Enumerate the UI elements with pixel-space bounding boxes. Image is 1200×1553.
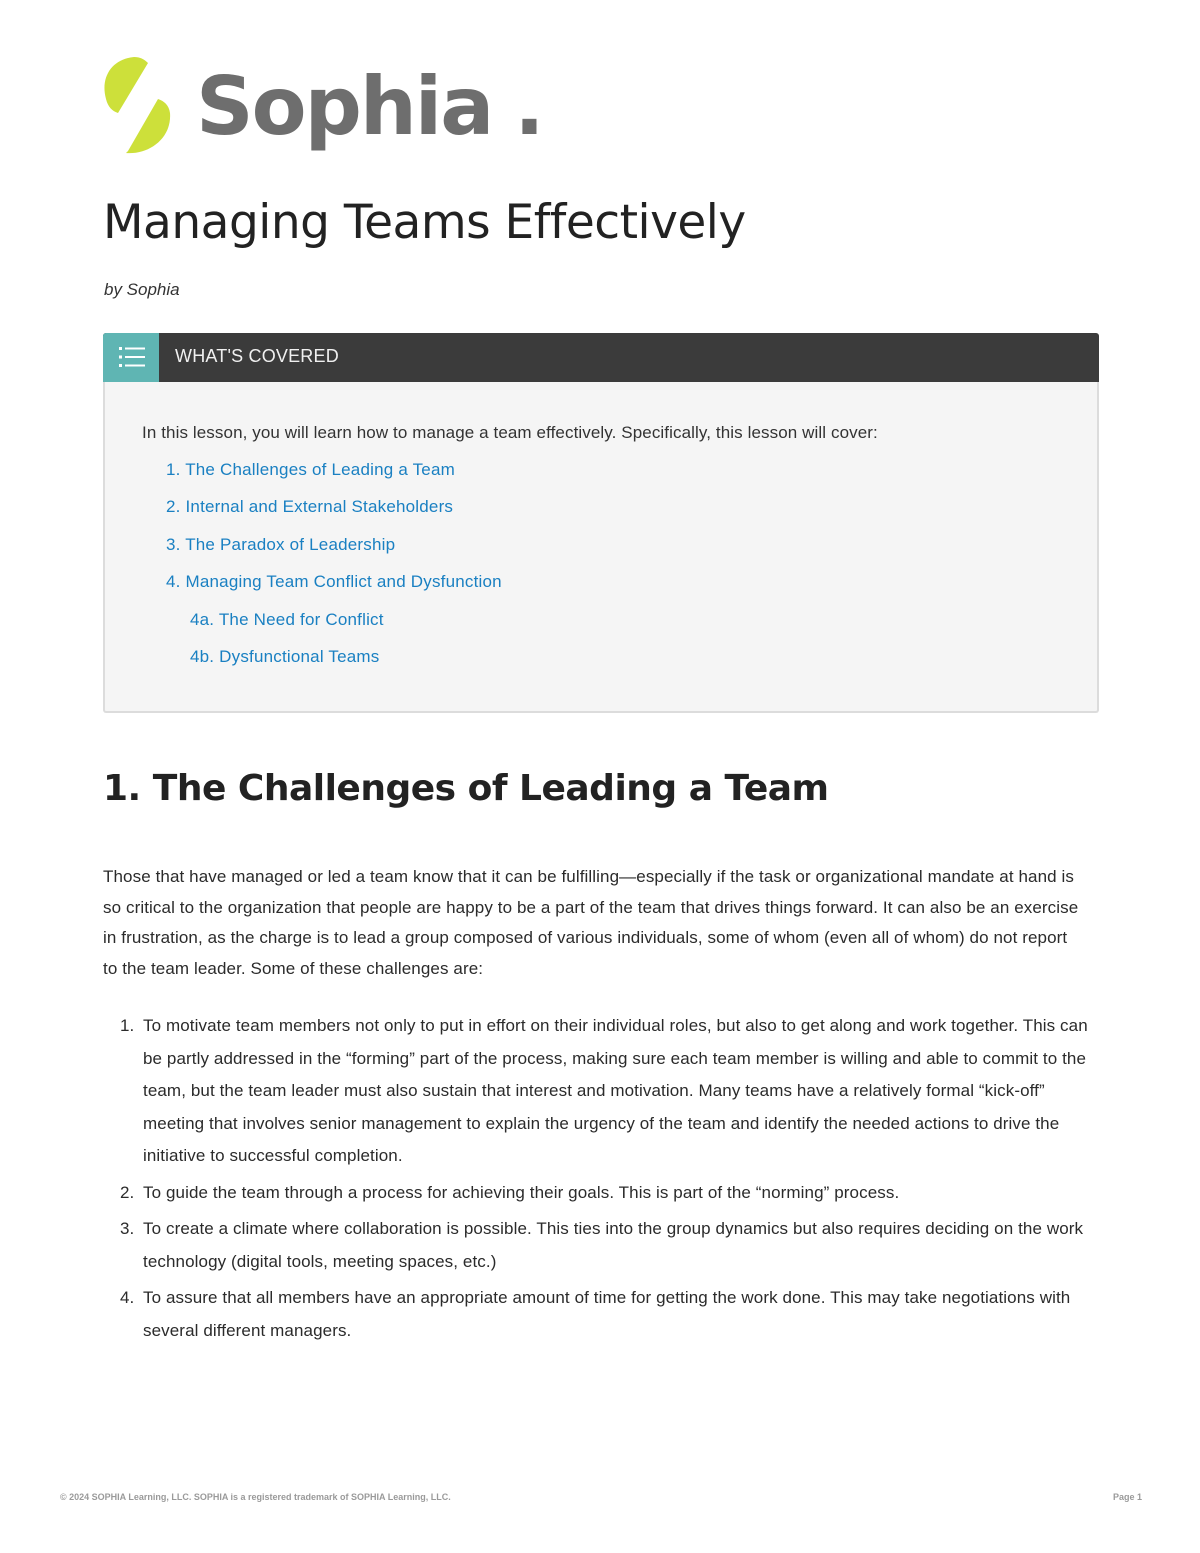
- logo-period: .: [514, 60, 543, 153]
- list-number: 4.: [120, 1288, 135, 1307]
- list-item: [103, 1177, 1093, 1210]
- list-item: [103, 1282, 1093, 1347]
- covered-intro: In this lesson, you will learn how to manage a team effectively. Specifically, this lesson will cover:: [142, 423, 878, 442]
- section-heading: 1. The Challenges of Leading a Team: [103, 768, 829, 809]
- list-number: 3.: [120, 1219, 135, 1238]
- document-title: Managing Teams Effectively: [103, 195, 746, 250]
- list-number: 2.: [120, 1182, 135, 1202]
- toc-link-4b[interactable]: 4b. Dysfunctional Teams: [190, 647, 380, 666]
- list-text: To guide the team through a process for achieving their goals. This is part of the “norming” process.: [143, 1182, 900, 1202]
- sophia-logo: [100, 52, 543, 162]
- whats-covered-header: [103, 333, 1099, 382]
- copyright-text: © 2024 SOPHIA Learning, LLC. SOPHIA is a registered trademark of SOPHIA Learning, LLC.: [60, 1492, 451, 1502]
- whats-covered-label: WHAT'S COVERED: [175, 346, 339, 366]
- page-number: Page 1: [1112, 1492, 1142, 1502]
- toc-link-3[interactable]: 3. The Paradox of Leadership: [166, 535, 396, 554]
- challenges-list: [103, 1010, 1093, 1351]
- toc-link-2[interactable]: 2. Internal and External Stakeholders: [166, 497, 454, 516]
- list-number: 1.: [120, 1016, 135, 1035]
- whats-covered-box: [103, 333, 1099, 713]
- toc-link-4[interactable]: 4. Managing Team Conflict and Dysfunction: [166, 572, 502, 591]
- intro-paragraph: Those that have managed or led a team know that it can be fulfilling—especially if the task or organizational mandate at hand is so critical to the organization that people are happy to be a part of the team that drives things forward. It can also be an exercise in frustration, as the charge is to lead a group composed of various individuals, some of whom (even all of whom) do not report to the team leader. Some of these challenges are:: [103, 867, 1079, 978]
- covered-icon-tile: [103, 333, 159, 382]
- list-icon: [119, 346, 145, 368]
- list-item: [103, 1010, 1093, 1173]
- byline: by Sophia: [104, 280, 180, 299]
- list-text: To motivate team members not only to put in effort on their individual roles, but also to get along and work together. This can be partly addressed in the “forming” part of the process, making sure each team member is willing and able to commit to the team, but the team leader must also sustain that interest and motivation. Many teams have a relatively formal “kick-off” meeting that involves senior management to explain the urgency of the team and identify the needed actions to drive the initiative to successful completion.: [143, 1016, 1088, 1165]
- list-text: To create a climate where collaboration is possible. This ties into the group dynamics but also requires deciding on the work technology (digital tools, meeting spaces, etc.): [143, 1219, 1084, 1271]
- list-text: To assure that all members have an appropriate amount of time for getting the work done. This may take negotiations with several different managers.: [143, 1288, 1071, 1340]
- logo-wordmark: Sophia: [196, 60, 493, 153]
- sophia-mark-icon: [100, 55, 174, 159]
- toc-link-1[interactable]: 1. The Challenges of Leading a Team: [166, 460, 455, 479]
- page-footer: [60, 1492, 1142, 1502]
- list-item: [103, 1213, 1093, 1278]
- toc-link-4a[interactable]: 4a. The Need for Conflict: [190, 610, 384, 629]
